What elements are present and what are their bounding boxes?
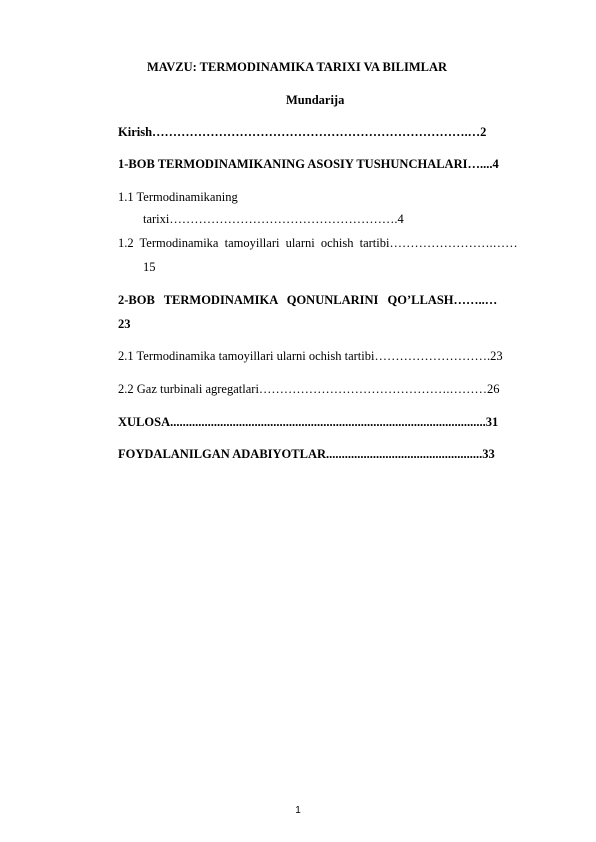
toc-entry-adabiyotlar: FOYDALANILGAN ADABIYOTLAR..................................................33 [118, 447, 495, 461]
toc-entry-2-1: 2.1 Termodinamika tamoyillari ularni ochish tartibi……………………….23 [118, 349, 503, 363]
toc-entry-1-1-continued: tarixi……………………………………………….4 [143, 212, 404, 226]
toc-entry-xulosa: XULOSA.....................................................................................................31 [118, 415, 499, 429]
toc-entry-1-2-page: 15 [143, 260, 156, 274]
document-title: MAVZU: TERMODINAMIKA TARIXI VA BILIMLAR [147, 60, 448, 74]
toc-entry-1-2: 1.2 Termodinamika tamoyillari ularni ochish tartibi…………………….…… [118, 236, 518, 250]
page-number: 1 [295, 805, 301, 816]
toc-entry-bob2: 2-BOB TERMODINAMIKA QONUNLARINI QO’LLASH……..… [118, 293, 498, 307]
toc-entry-bob2-page: 23 [118, 317, 131, 331]
toc-entry-bob1: 1-BOB TERMODINAMIKANING ASOSIY TUSHUNCHALARI…....4 [118, 157, 499, 171]
toc-heading: Mundarija [286, 93, 345, 107]
toc-entry-kirish: Kirish………………………………………………………………….…2 [118, 125, 487, 139]
toc-entry-2-2: 2.2 Gaz turbinali agregatlari……………………………………….………26 [118, 382, 500, 396]
toc-entry-1-1: 1.1 Termodinamikaning [118, 190, 238, 204]
